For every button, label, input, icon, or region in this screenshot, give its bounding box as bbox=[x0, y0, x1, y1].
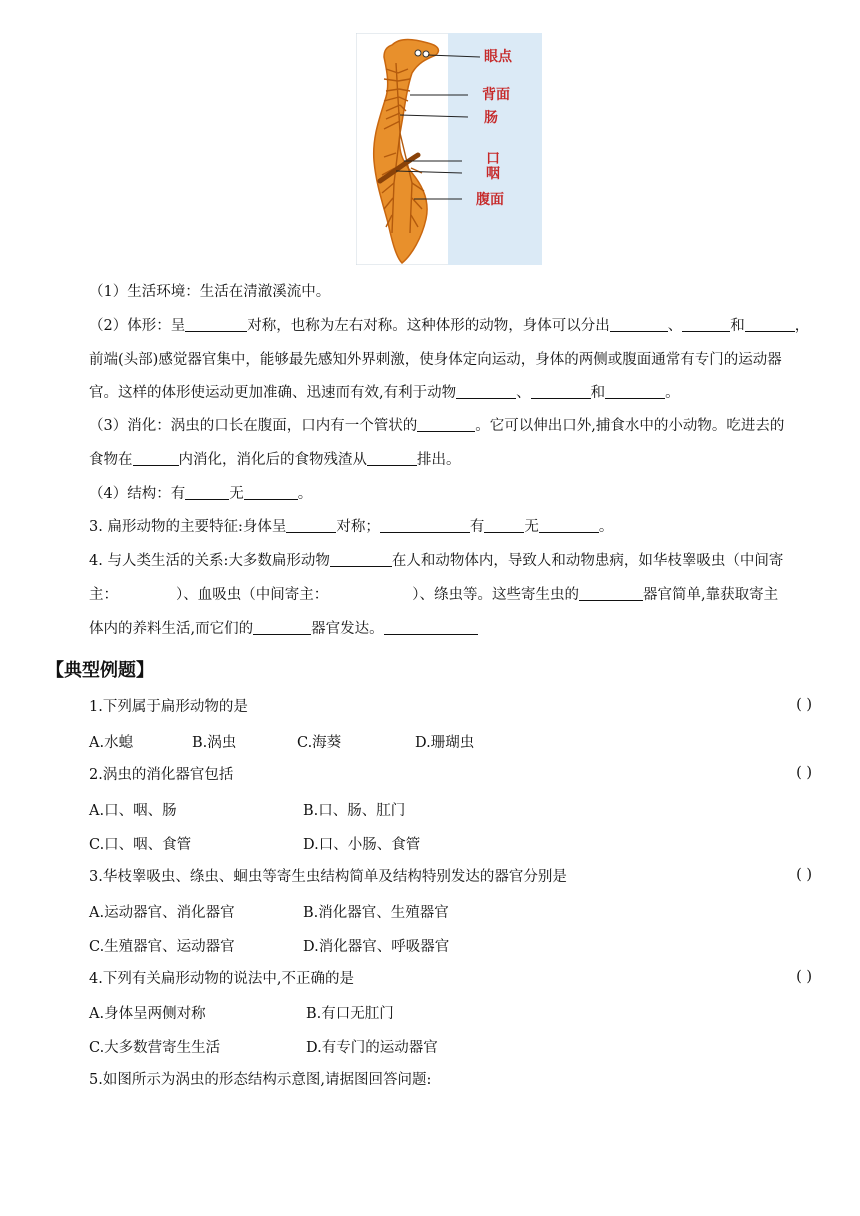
text: （2）体形：呈 bbox=[89, 318, 186, 334]
answer-paren-2[interactable]: ( ) bbox=[796, 765, 812, 781]
text: 内消化，消化后的食物残渣从 bbox=[178, 452, 367, 468]
q4-option-b[interactable]: B.有口无肛门 bbox=[306, 1006, 394, 1022]
paragraph-digestion-2 bbox=[89, 450, 812, 470]
fill-blank[interactable] bbox=[456, 384, 516, 399]
fill-blank[interactable] bbox=[539, 518, 599, 533]
q2-option-d[interactable]: D.口、小肠、食管 bbox=[303, 837, 421, 853]
fill-blank[interactable] bbox=[253, 620, 311, 635]
text: 3. 扁形动物的主要特征:身体呈 bbox=[89, 519, 287, 535]
text: 主： bbox=[89, 587, 118, 603]
text: 。它可以伸出口外,捕食水中的小动物。吃进去的 bbox=[475, 418, 785, 434]
text: 、 bbox=[667, 318, 683, 334]
paragraph-body-shape-2 bbox=[89, 350, 812, 370]
q3-option-b[interactable]: B.消化器官、生殖器官 bbox=[303, 905, 449, 921]
text: 和 bbox=[730, 318, 745, 334]
question-1-stem: 1.下列属于扁形动物的是 bbox=[89, 699, 248, 715]
fill-blank[interactable] bbox=[531, 384, 591, 399]
fill-blank[interactable] bbox=[384, 620, 478, 635]
answer-paren-4[interactable]: ( ) bbox=[796, 969, 812, 985]
q1-option-b[interactable]: B.涡虫 bbox=[192, 735, 237, 751]
paragraph-main-features bbox=[89, 517, 812, 537]
fill-blank[interactable] bbox=[417, 417, 475, 432]
paragraph-relation-1 bbox=[89, 551, 812, 571]
text: 。 bbox=[598, 519, 614, 535]
text: 。 bbox=[297, 486, 313, 502]
q2-option-c[interactable]: C.口、咽、食管 bbox=[89, 837, 192, 853]
text: 对称； bbox=[336, 519, 380, 535]
fill-blank[interactable] bbox=[682, 317, 730, 332]
paragraph-habitat bbox=[89, 282, 812, 302]
text: （3）消化：涡虫的口长在腹面，口内有一个管状的 bbox=[89, 418, 418, 434]
text: ， bbox=[794, 318, 810, 334]
q1-option-a[interactable]: A.水螅 bbox=[89, 735, 134, 751]
text: （1）生活环境：生活在清澈溪流中。 bbox=[89, 284, 331, 300]
question-3-stem: 3.华枝睾吸虫、绦虫、蛔虫等寄生虫结构简单及结构特别发达的器官分别是 bbox=[89, 869, 567, 885]
eyespot-left bbox=[415, 50, 421, 56]
q1-option-c[interactable]: C.海葵 bbox=[297, 735, 342, 751]
paragraph-relation-2 bbox=[89, 585, 812, 605]
answer-paren-3[interactable]: ( ) bbox=[796, 867, 812, 883]
q1-option-d[interactable]: D.珊瑚虫 bbox=[415, 735, 475, 751]
label-ventral: 腹面 bbox=[476, 192, 504, 208]
q2-option-a[interactable]: A.口、咽、肠 bbox=[89, 803, 177, 819]
fill-blank[interactable] bbox=[185, 317, 247, 332]
text: 有 bbox=[469, 519, 485, 535]
q2-option-b[interactable]: B.口、肠、肛门 bbox=[303, 803, 406, 819]
text: ）、绦虫等。这些寄生虫的 bbox=[412, 587, 579, 603]
label-dorsal: 背面 bbox=[482, 87, 510, 103]
text: 和 bbox=[590, 385, 606, 401]
label-eyespot: 眼点 bbox=[484, 49, 512, 65]
paragraph-body-shape-3 bbox=[89, 383, 812, 403]
planarian-figure bbox=[356, 33, 542, 265]
fill-blank[interactable] bbox=[133, 451, 179, 466]
background-panel bbox=[448, 33, 542, 265]
q4-option-d[interactable]: D.有专门的运动器官 bbox=[306, 1040, 438, 1056]
fill-blank[interactable] bbox=[185, 485, 229, 500]
q4-option-c[interactable]: C.大多数营寄生生活 bbox=[89, 1040, 221, 1056]
text: 体内的养料生活,而它们的 bbox=[89, 621, 254, 637]
text: 对称，也称为左右对称。这种体形的动物，身体可以分出 bbox=[247, 318, 610, 334]
q3-option-a[interactable]: A.运动器官、消化器官 bbox=[89, 905, 235, 921]
fill-blank[interactable] bbox=[605, 384, 665, 399]
text: 无 bbox=[229, 486, 244, 502]
text: 官。这样的体形使运动更加准确、迅速而有效,有利于动物 bbox=[89, 385, 457, 401]
text: 器官发达。 bbox=[311, 621, 384, 637]
paragraph-structure bbox=[89, 484, 812, 504]
question-5-stem: 5.如图所示为涡虫的形态结构示意图,请据图回答问题: bbox=[89, 1072, 432, 1088]
text: 4. 与人类生活的关系:大多数扁形动物 bbox=[89, 553, 330, 569]
paragraph-relation-3 bbox=[89, 619, 812, 639]
q3-option-c[interactable]: C.生殖器官、运动器官 bbox=[89, 939, 235, 955]
label-mouth: 口 bbox=[486, 151, 500, 167]
text: ）、血吸虫（中间寄主： bbox=[176, 587, 329, 603]
question-2-stem: 2.涡虫的消化器官包括 bbox=[89, 767, 234, 783]
fill-blank[interactable] bbox=[286, 518, 336, 533]
fill-blank[interactable] bbox=[367, 451, 417, 466]
text: 排出。 bbox=[417, 452, 461, 468]
paragraph-body-shape-1 bbox=[89, 316, 812, 336]
paragraph-digestion-1 bbox=[89, 416, 812, 436]
text: 无 bbox=[524, 519, 539, 535]
fill-blank[interactable] bbox=[244, 485, 298, 500]
fill-blank[interactable] bbox=[330, 552, 392, 567]
fill-blank[interactable] bbox=[745, 317, 795, 332]
fill-blank[interactable] bbox=[610, 317, 668, 332]
fill-blank[interactable] bbox=[579, 586, 643, 601]
fill-blank[interactable] bbox=[484, 518, 524, 533]
section-title: 【典型例题】 bbox=[46, 660, 154, 681]
eyespot-right bbox=[423, 51, 429, 57]
planarian-diagram bbox=[356, 33, 542, 265]
text: 在人和动物体内，导致人和动物患病，如华枝睾吸虫（中间寄 bbox=[391, 553, 784, 569]
label-intestine: 肠 bbox=[484, 110, 498, 126]
text: （4）结构：有 bbox=[89, 486, 186, 502]
text: 前端(头部)感觉器官集中，能够最先感知外界刺激，使身体定向运动，身体的两侧或腹面通常有专门的运动器 bbox=[89, 352, 782, 368]
text: 。 bbox=[665, 385, 680, 401]
text: 食物在 bbox=[89, 452, 133, 468]
label-pharynx: 咽 bbox=[486, 166, 500, 182]
q3-option-d[interactable]: D.消化器官、呼吸器官 bbox=[303, 939, 450, 955]
question-4-stem: 4.下列有关扁形动物的说法中,不正确的是 bbox=[89, 971, 354, 987]
q4-option-a[interactable]: A.身体呈两侧对称 bbox=[89, 1006, 206, 1022]
fill-blank[interactable] bbox=[380, 518, 470, 533]
text: 、 bbox=[516, 385, 531, 401]
answer-paren-1[interactable]: ( ) bbox=[796, 697, 812, 713]
text: 器官简单,靠获取寄主 bbox=[643, 587, 779, 603]
